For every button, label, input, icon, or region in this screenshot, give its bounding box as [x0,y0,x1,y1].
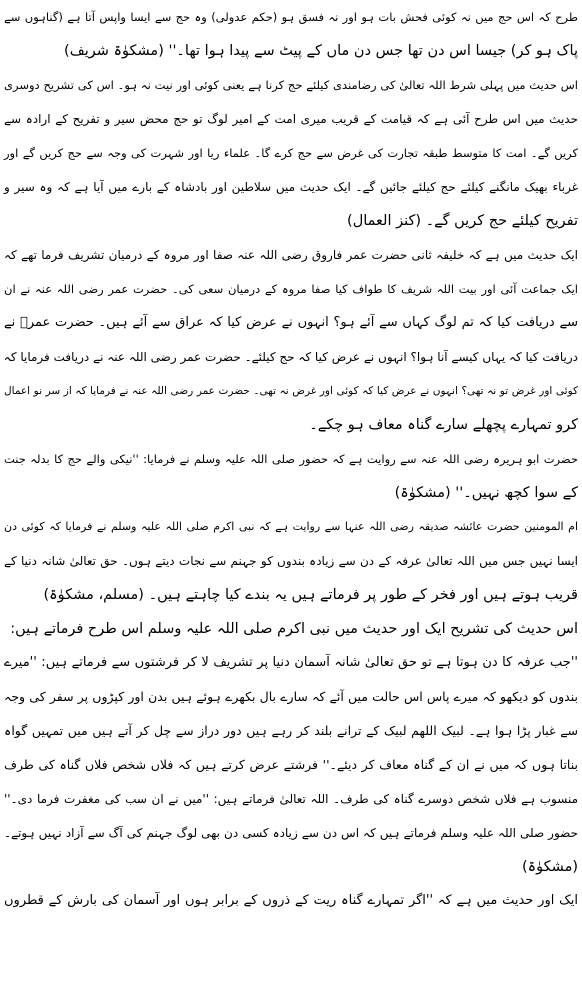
text-line: بندوں کو دیکھو کہ میرے پاس اس حالت میں آئے کہ سارے بال بکھرے ہوئے ہیں بدن اور کپڑوں پر سفر کی وجہ [4,689,578,704]
text-line: قریب ہوتے ہیں اور فخر کے طور پر فرماتے ہیں یہ بندے کیا چاہتے ہیں۔ (مسلم، مشکوٰۃ) [43,587,578,603]
text-line: دریافت کیا کہ یہاں کیسے آنا ہوا؟ انہوں نے عرض کیا کہ حج کیلئے۔ حضرت عمر رضی اللہ عنہ نے دریافت فرمایا کہ [3,350,578,364]
text-line: سے غبار پڑا ہوا ہے۔ لبیک اللھم لبیک کے ترانے بلند کر رہے ہیں دور دراز سے چل کر آتے ہیں میں تمہیں گواہ [4,723,578,738]
text-line: ایسا نہیں جس میں اللہ تعالیٰ عرفہ کے دن سے زیادہ بندوں کو جہنم سے نجات دیتے ہوں۔ حق تعالیٰ شانہ دنیا کے [4,554,578,568]
paragraph-first-condition [0,68,582,238]
paragraph-abu-hurairah [0,442,582,510]
text-line: ایک حدیث میں ہے کہ خلیفہ ثانی حضرت عمر فاروق رضی اللہ عنہ صفا اور مروہ کے درمیان تشریف فرما تھے کہ [4,248,578,262]
text-line: کوئی اور غرض تو نہ تھی؟ انہوں نے عرض کیا کہ کوئی اور غرض نہ تھی۔ حضرت عمر رضی اللہ عنہ نے فرمایا کہ از سر نو اعمال [4,385,578,397]
text-line: کے سوا کچھ نہیں۔'' (مشکوٰۃ) [394,485,578,501]
text-line: طرح کہ اس حج میں نہ کوئی فحش بات ہو اور نہ فسق ہو (حکم عدولی) وہ حج سے ایسا واپس آتا ہے (گناہوں سے [4,10,578,24]
text-line: حضور صلی اللہ علیہ وسلم فرماتے ہیں کہ اس دن سے زیادہ کسی دن بھی لوگ جہنم کی آگ سے آزاد نہیں ہوتے۔ [4,826,578,840]
text-line: اس حدیث کی تشریح ایک اور حدیث میں نبی اکرم صلی اللہ علیہ وسلم اس طرح فرماتے ہیں: [10,621,578,637]
text-line: کرو تمہارے پچھلے سارے گناہ معاف ہو چکے۔ [309,417,578,433]
text-line: غرباء بھیک مانگنے کیلئے حج کیلئے جائیں گے۔ ایک حدیث میں سلاطین اور بادشاہ کے بارے میں آیا ہے کہ وہ سیر و [4,180,578,194]
text-line: حضرت ابو ہریرہ رضی اللہ عنہ سے روایت ہے کہ حضور صلی اللہ علیہ وسلم نے فرمایا: ''نیکی والے حج کا بدلہ جنت [4,452,578,466]
text-line: ایک جماعت آئی اور بیت اللہ شریف کا طواف کیا صفا مروہ کے درمیان سعی کی۔ حضرت عمر رضی اللہ عنہ نے ان [4,282,578,296]
paragraph-aisha [0,510,582,612]
text-line: بناتا ہوں کہ میں نے ان کے گناہ معاف کر دیئے۔'' فرشتے عرض کرتے ہیں کہ فلاں شخص فلاں گناہ کی طرف [4,757,578,772]
paragraph-another-hadith [0,884,582,918]
paragraph-umar-farooq [0,238,582,442]
text-line: (مشکوٰۃ) [521,859,578,875]
text-line: حدیث میں اس طرح آئی ہے کہ قیامت کے قریب میری امت کے امیر لوگ تو حج محض سیر و تفریح کے ارادہ سے [4,112,578,126]
text-line: تفریح کیلئے حج کریں گے۔ (کنز العمال) [347,213,578,229]
text-line: کریں گے۔ امت کا متوسط طبقہ تجارت کی غرض سے حج کرے گا۔ علماء ریا اور شہرت کی وجہ سے حج کریں گے اور [4,146,578,160]
paragraph-arafah-explanation [0,612,582,884]
text-line: ''جب عرفہ کا دن ہوتا ہے تو حق تعالیٰ شانہ آسمان دنیا پر تشریف لا کر فرشتوں سے فرماتے ہیں: ''میرے [4,655,578,670]
text-line: منسوب ہے فلاں شخص دوسرے گناہ کی طرف۔ اللہ تعالیٰ فرماتے ہیں: ''میں نے ان سب کی مغفرت فرما دی۔'' [4,792,578,806]
text-line: ایک اور حدیث میں ہے کہ ''اگر تمہارے گناہ ریت کے ذروں کے برابر ہوں اور آسمان کی بارش کے قطروں [4,893,578,908]
text-line: ام المومنین حضرت عائشہ صدیقہ رضی اللہ عنہا سے روایت ہے کہ نبی اکرم صلی اللہ علیہ وسلم نے فرمایا کہ کوئی دن [4,520,578,533]
text-line: سے دریافت کیا کہ تم لوگ کہاں سے آئے ہو؟ انہوں نے عرض کیا کہ عراق سے آئے ہیں۔ حضرت عمرؓ نے [4,315,578,330]
text-line: پاک ہو کر) جیسا اس دن تھا جس دن ماں کے پیٹ سے پیدا ہوا تھا۔'' (مشکوٰۃ شریف) [64,43,578,59]
paragraph-hajj-hadith-end [0,0,582,68]
text-line: اس حدیث میں پہلی شرط اللہ تعالیٰ کی رضامندی کیلئے حج کرنا ہے یعنی کوئی اور نیت نہ ہو۔ اس کی تشریح دوسری [4,78,578,92]
